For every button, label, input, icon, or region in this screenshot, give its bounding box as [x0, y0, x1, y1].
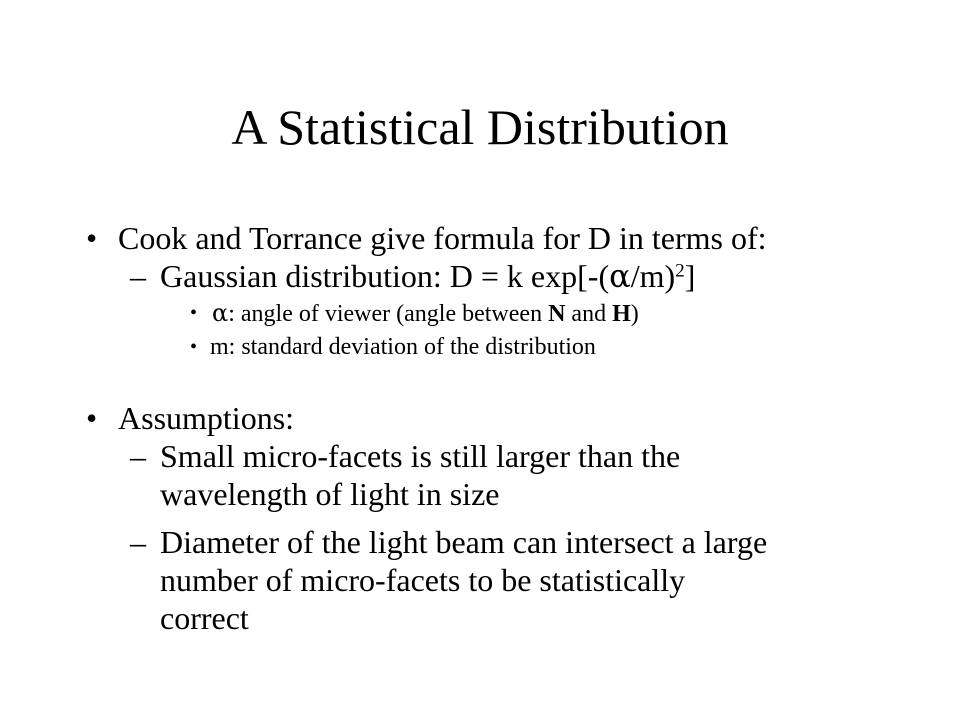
dash-marker: –: [130, 438, 146, 474]
assumption-2-line-2: number of micro-facets to be statistically: [160, 562, 686, 598]
m-definition: m: standard deviation of the distribution: [210, 334, 596, 360]
formula-mid: /m): [630, 258, 676, 294]
bullet-marker: •: [86, 400, 98, 436]
alpha-def-text: : angle of viewer (angle between: [228, 301, 549, 327]
bullet-text-cook-torrance: Cook and Torrance give formula for D in terms of:: [118, 220, 767, 256]
vector-n: N: [548, 301, 566, 327]
alpha-def-and: and: [565, 301, 613, 327]
assumption-2-line-1: Diameter of the light beam can intersect a large: [160, 524, 768, 560]
assumption-2-line-3: correct: [160, 600, 249, 636]
bullet-text-assumptions: Assumptions:: [118, 400, 295, 436]
alpha-symbol: α: [609, 257, 631, 295]
dash-marker: –: [130, 524, 146, 560]
formula-suffix: ]: [684, 258, 696, 294]
bullet-marker: •: [86, 220, 98, 256]
alpha-symbol: α: [212, 299, 229, 327]
slide-title: A Statistical Distribution: [231, 99, 729, 155]
assumption-1-line-1: Small micro-facets is still larger than the: [160, 438, 681, 474]
bullet-marker-small: •: [190, 336, 198, 358]
formula-prefix: Gaussian distribution: D = k exp[-(: [160, 258, 610, 294]
alpha-definition: [212, 298, 639, 329]
alpha-def-close: ): [630, 301, 639, 327]
assumption-1-line-2: wavelength of light in size: [160, 476, 500, 512]
bullet-marker-small: •: [190, 302, 198, 324]
vector-h: H: [612, 301, 631, 327]
gaussian-formula: [160, 257, 695, 295]
dash-marker: –: [130, 258, 146, 294]
formula-exponent: 2: [675, 260, 685, 282]
